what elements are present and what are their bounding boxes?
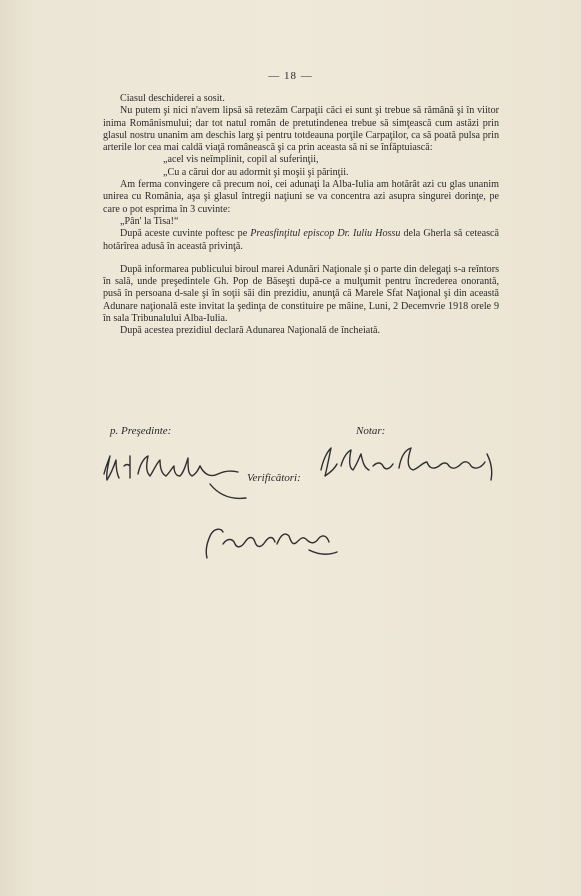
notary-label: Notar: [356, 425, 386, 437]
verifiers-label: Verificători: [247, 472, 301, 484]
body-text [103, 93, 499, 338]
paragraph [103, 228, 499, 253]
verifier-signature [197, 514, 347, 564]
president-signature [100, 444, 250, 504]
paragraph: După informarea publicului biroul marei Adunări Naţionale şi o parte din delegaţi s-a reîntors în sală, unde preşedintele Gh. Pop de Băseşti după-ce a mulţumit pentru încrederea onorantă, pusă în persoana d-sale şi în soţii săi din prezidiu, anunţă că Marele Sfat Naţional şi din această Adunare naţională este invitat la şedinţa de constituire pe mâine, Luni, 2 Decemvrie 1918 orele 9 în sala Tribunalului Alba-Iulia. [103, 263, 499, 325]
paragraph: După acestea prezidiul declară Adunarea Naţională de încheiată. [120, 325, 381, 337]
emphasized-name: Preasfinţitul episcop Dr. Iuliu Hossu [250, 228, 401, 240]
quote-line: „Pân' la Tisa!“ [120, 215, 179, 227]
president-label: p. Preşedinte: [110, 425, 172, 437]
quote-line: „acel vis neîmplinit, copil al suferinţii, [163, 154, 319, 166]
paragraph: Am ferma convingere că precum noi, cei adunaţi la Alba-Iulia am hotărât azi cu glas unanim unirea cu România, aşa şi glasul întregii naţiuni se va concentra azi asupra singurei dorinţe, pe care o pot esprima în 3 cuvinte: [103, 179, 499, 215]
quote-line: „Cu a cărui dor au adormit şi moşii şi părinţii. [163, 166, 349, 178]
notary-signature [315, 440, 505, 485]
paragraph: Ciasul deschiderei a sosit. [120, 93, 225, 104]
paragraph-gap [103, 253, 499, 264]
paragraph: Nu putem şi nici n'avem lipsă să retezăm Carpaţii căci ei sunt şi trebue să rămână şi în viitor inima Românismului; dar tot natul român de pretutindenea trebue să simţească cum astăzi prin glasul nostru unanim am deschis larg şi pentru totdeauna porţile Carpaţilor, ca să poată pulsa prin arterile lor cea mai caldă viaţă românească şi ca prin aceasta să ni se înfăptuiască: [103, 105, 499, 154]
paragraph-text: dela Gherla să cetească hotărîrea adusă în această privinţă. [103, 228, 499, 252]
page-number: — 18 — [268, 70, 313, 82]
paragraph-text: După aceste cuvinte poftesc pe [120, 228, 251, 240]
